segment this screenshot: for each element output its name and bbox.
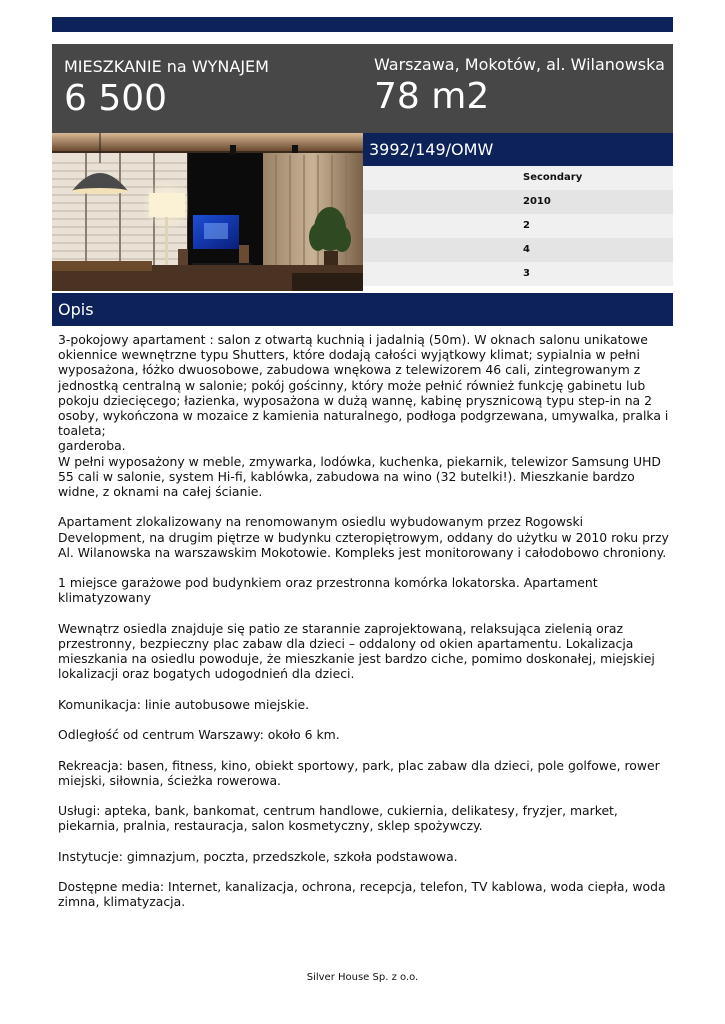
section-title-opis: Opis: [52, 293, 673, 326]
top-accent-bar: [52, 17, 673, 32]
listing-location: Warszawa, Mokotów, al. Wilanowska: [374, 55, 665, 74]
detail-row-floors-total: 4: [363, 238, 673, 262]
description-paragraph: Rekreacja: basen, fitness, kino, obiekt sportowy, park, plac zabaw dla dzieci, pole golfowe, rower miejski, siłownia, ścieżka rowerowa.: [58, 757, 660, 788]
living-room-image: [52, 133, 363, 291]
description-paragraph: Usługi: apteka, bank, bankomat, centrum handlowe, cukiernia, delikatesy, fryzjer, market, piekarnia, pralnia, restauracja, salon kosmetyczny, sklep spożywczy.: [58, 803, 618, 834]
reference-number: 3992/149/OMW: [363, 133, 673, 166]
listing-area: 78 m2: [374, 76, 490, 117]
description-paragraph: Wewnątrz osiedla znajduje się patio ze starannie zaprojektowaną, relaksująca zielenią oraz przestronny, bezpieczny plac zabaw dla dzieci – oddalony od okien apartamentu. Lokalizacja mieszkania na osiedlu powoduje, że mieszkanie jest bardzo ciche, pomimo doskonałej, miejskiej lokalizacji oraz bogatych udogodnień dla dzieci.: [58, 620, 655, 682]
listing-type: MIESZKANIE na WYNAJEM: [64, 57, 269, 76]
description-paragraph: Instytucje: gimnazjum, poczta, przedszkole, szkoła podstawowa.: [58, 848, 458, 864]
description-paragraph: Odległość od centrum Warszawy: około 6 km.: [58, 727, 340, 743]
listing-price: 6 500: [64, 78, 168, 119]
header-right: [374, 55, 665, 117]
listing-header: [52, 44, 673, 133]
description-paragraph: 3-pokojowy apartament : salon z otwartą kuchnią i jadalnią (50m). W oknach salonu unikatowe okiennice wewnętrzne typu Shutters, które dodają całości wyjątkowy klimat; sypialnia w pełni wyposażona, łóżko dwuosobowe, zabudowa wnękowa z telewizorem 46 cali, zintegrowanym z jednostką centralną w salonie; pokój gościnny, który może pełnić również funkcję gabinetu lub pokoju dziecięcego; łazienka, wyposażona w dużą wannę, kabinę prysznicową typu step-in na 2 osoby, wykończona w mozaice z kamienia naturalnego, podłoga podgrzewana, umywalka, pralka i toaleta; garderoba. W pełni wyposażony w meble, zmywarka, lodówka, kuchenka, piekarnik, telewizor Samsung UHD 55 cali w salonie, system Hi-fi, kablówka, zabudowa na wino (32 butelki!). Mieszkanie bardzo widne, z oknami na całej ścianie.: [58, 332, 669, 500]
description-paragraph: Komunikacja: linie autobusowe miejskie.: [58, 696, 310, 712]
detail-row-market: Secondary: [363, 166, 673, 190]
description-paragraph: Apartament zlokalizowany na renomowanym osiedlu wybudowanym przez Rogowski Development, na drugim piętrze w budynku czteropiętrowym, oddany do użytku w 2010 roku przy Al. Wilanowska na warszawskim Mokotowie. Kompleks jest monitorowany i całodobowo chroniony.: [58, 514, 669, 560]
detail-row-floor: 2: [363, 214, 673, 238]
header-left: [64, 57, 269, 119]
listing-photo: [52, 133, 363, 291]
description: [58, 332, 670, 910]
description-paragraph: Dostępne media: Internet, kanalizacja, ochrona, recepcja, telefon, TV kablowa, woda ciepła, woda zimna, klimatyzacja.: [58, 879, 666, 910]
description-paragraph: 1 miejsce garażowe pod budynkiem oraz przestronna komórka lokatorska. Apartament klimatyzowany: [58, 575, 598, 606]
detail-row-rooms: 3: [363, 262, 673, 286]
details-panel: [363, 133, 673, 291]
footer-company: Silver House Sp. z o.o.: [306, 972, 419, 983]
detail-row-year: 2010: [363, 190, 673, 214]
